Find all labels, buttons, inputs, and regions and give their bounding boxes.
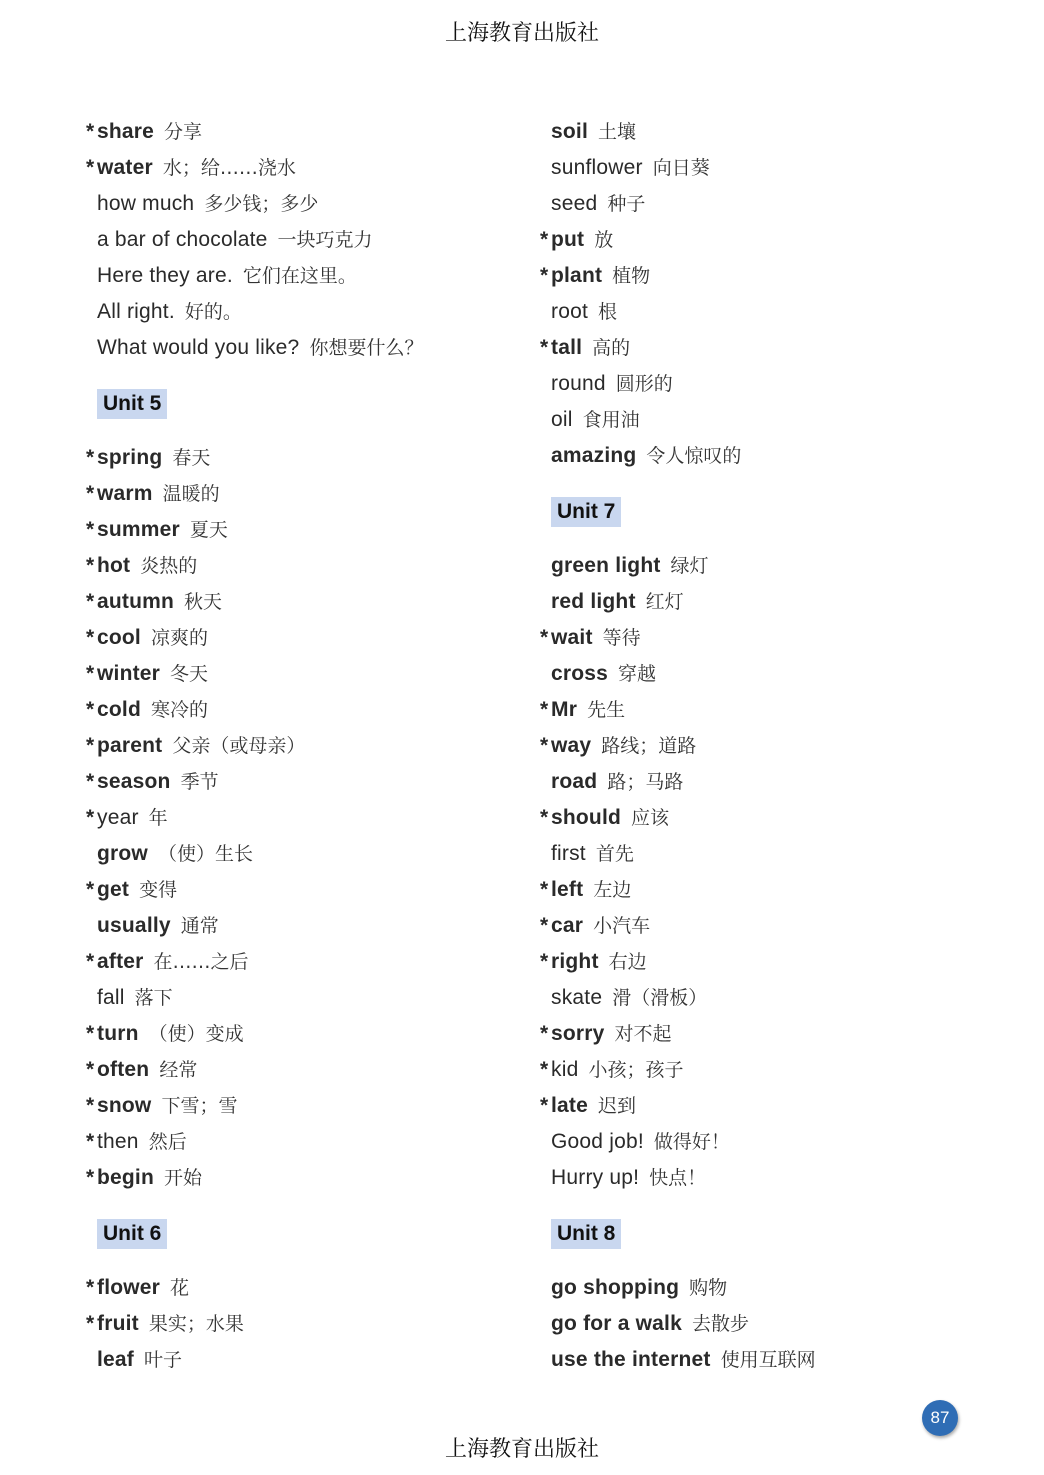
vocab-translation: 根 xyxy=(598,301,618,323)
vocab-translation: 落下 xyxy=(134,987,173,1009)
vocab-column-right xyxy=(540,114,980,1378)
vocab-entry xyxy=(540,908,980,944)
vocab-translation: 种子 xyxy=(607,193,646,215)
vocab-translation: 花 xyxy=(170,1277,190,1299)
vocab-translation: 小孩；孩子 xyxy=(588,1059,684,1081)
vocab-word: go shopping xyxy=(551,1276,680,1299)
vocab-translation: 小汽车 xyxy=(593,915,651,937)
vocab-entry xyxy=(540,1342,980,1378)
key-word-star-icon: * xyxy=(86,446,95,469)
vocab-translation: 左边 xyxy=(593,879,632,901)
vocab-entry xyxy=(86,836,526,872)
vocab-translation: 放 xyxy=(594,229,614,251)
key-word-star-icon: * xyxy=(86,1094,95,1117)
vocab-word: begin xyxy=(97,1166,154,1189)
vocab-translation: 你想要什么？ xyxy=(309,337,424,359)
vocab-entry xyxy=(86,1088,526,1124)
vocab-entry xyxy=(540,1016,980,1052)
vocab-entry xyxy=(540,764,980,800)
vocab-entry xyxy=(86,440,526,476)
vocab-word: left xyxy=(551,878,584,901)
vocab-entry xyxy=(540,944,980,980)
vocab-entry xyxy=(86,330,526,366)
key-word-star-icon: * xyxy=(86,1276,95,1299)
vocab-translation: 穿越 xyxy=(618,663,657,685)
vocab-translation: 首先 xyxy=(595,843,634,865)
vocab-translation: 炎热的 xyxy=(140,555,198,577)
vocab-translation: 高的 xyxy=(592,337,631,359)
vocab-word: What would you like? xyxy=(97,336,300,359)
key-word-star-icon: * xyxy=(540,626,549,649)
vocab-translation: 寒冷的 xyxy=(150,699,208,721)
unit-heading-label: Unit 5 xyxy=(97,389,167,419)
vocab-word: seed xyxy=(551,192,598,215)
vocab-entry xyxy=(86,1270,526,1306)
vocab-word: warm xyxy=(97,482,153,505)
vocab-translation: 快点！ xyxy=(649,1167,707,1189)
vocab-entry xyxy=(540,1052,980,1088)
vocab-translation: 它们在这里。 xyxy=(242,265,357,287)
vocab-word: use the internet xyxy=(551,1348,711,1371)
vocab-entry xyxy=(86,728,526,764)
vocab-entry xyxy=(540,402,980,438)
vocab-translation: 等待 xyxy=(602,627,641,649)
unit-heading xyxy=(86,386,526,422)
vocab-word: right xyxy=(551,950,599,973)
key-word-star-icon: * xyxy=(540,878,549,901)
vocab-entry xyxy=(540,692,980,728)
key-word-star-icon: * xyxy=(540,806,549,829)
vocab-entry xyxy=(86,944,526,980)
unit-heading-label: Unit 7 xyxy=(551,497,621,527)
vocab-word: get xyxy=(97,878,130,901)
vocab-word: flower xyxy=(97,1276,161,1299)
vocab-word: snow xyxy=(97,1094,152,1117)
vocab-translation: 右边 xyxy=(608,951,647,973)
vocab-word: how much xyxy=(97,192,195,215)
vocab-word: tall xyxy=(551,336,583,359)
vocab-word: year xyxy=(97,806,139,829)
key-word-star-icon: * xyxy=(540,914,549,937)
vocab-word: a bar of chocolate xyxy=(97,228,268,251)
vocab-entry xyxy=(86,872,526,908)
vocab-word: water xyxy=(97,156,153,179)
vocab-translation: 迟到 xyxy=(598,1095,637,1117)
unit-heading xyxy=(540,1216,980,1252)
vocab-translation: 对不起 xyxy=(614,1023,672,1045)
vocab-word: green light xyxy=(551,554,661,577)
vocab-translation: 水；给……浇水 xyxy=(162,157,296,179)
vocab-entry xyxy=(540,1160,980,1196)
vocab-entry xyxy=(86,1160,526,1196)
vocab-entry xyxy=(86,908,526,944)
vocab-translation: 春天 xyxy=(172,447,211,469)
vocab-word: often xyxy=(97,1058,150,1081)
vocab-translation: 使用互联网 xyxy=(720,1349,816,1371)
vocab-word: kid xyxy=(551,1058,579,1081)
vocab-entry xyxy=(540,366,980,402)
vocab-translation: 购物 xyxy=(689,1277,728,1299)
key-word-star-icon: * xyxy=(86,1058,95,1081)
key-word-star-icon: * xyxy=(540,1094,549,1117)
vocab-translation: 路；马路 xyxy=(607,771,684,793)
vocab-translation: 土壤 xyxy=(597,121,636,143)
key-word-star-icon: * xyxy=(540,734,549,757)
vocab-translation: 开始 xyxy=(164,1167,203,1189)
key-word-star-icon: * xyxy=(86,950,95,973)
vocab-entry xyxy=(86,800,526,836)
vocab-entry xyxy=(540,836,980,872)
key-word-star-icon: * xyxy=(86,806,95,829)
vocab-translation: 夏天 xyxy=(189,519,228,541)
vocab-translation: 凉爽的 xyxy=(150,627,208,649)
key-word-star-icon: * xyxy=(86,770,95,793)
vocab-translation: 在……之后 xyxy=(153,951,249,973)
vocab-entry xyxy=(86,980,526,1016)
vocab-entry xyxy=(86,114,526,150)
key-word-star-icon: * xyxy=(86,1166,95,1189)
vocab-translation: （使）变成 xyxy=(148,1023,244,1045)
vocab-entry xyxy=(540,584,980,620)
vocab-word: share xyxy=(97,120,155,143)
vocab-translation: 绿灯 xyxy=(670,555,709,577)
vocab-word: round xyxy=(551,372,606,395)
key-word-star-icon: * xyxy=(86,482,95,505)
vocab-entry xyxy=(86,222,526,258)
unit-heading-label: Unit 6 xyxy=(97,1219,167,1249)
vocab-entry xyxy=(540,1088,980,1124)
vocab-word: spring xyxy=(97,446,163,469)
unit-heading xyxy=(540,494,980,530)
key-word-star-icon: * xyxy=(86,734,95,757)
vocab-translation: 滑（滑板） xyxy=(612,987,708,1009)
vocab-entry xyxy=(540,114,980,150)
vocab-word: leaf xyxy=(97,1348,134,1371)
vocab-entry xyxy=(540,438,980,474)
vocab-word: car xyxy=(551,914,584,937)
vocab-translation: 令人惊叹的 xyxy=(646,445,742,467)
vocab-word: All right. xyxy=(97,300,175,323)
vocab-word: oil xyxy=(551,408,573,431)
vocab-entry xyxy=(86,1052,526,1088)
vocab-word: autumn xyxy=(97,590,175,613)
unit-heading-label: Unit 8 xyxy=(551,1219,621,1249)
vocab-entry xyxy=(540,258,980,294)
vocab-translation: （使）生长 xyxy=(157,843,253,865)
vocab-entry xyxy=(540,620,980,656)
vocab-entry xyxy=(540,330,980,366)
key-word-star-icon: * xyxy=(540,950,549,973)
key-word-star-icon: * xyxy=(86,554,95,577)
vocab-word: summer xyxy=(97,518,180,541)
key-word-star-icon: * xyxy=(86,590,95,613)
vocab-entry xyxy=(86,294,526,330)
vocab-entry xyxy=(86,656,526,692)
vocab-entry xyxy=(86,1342,526,1378)
vocab-translation: 季节 xyxy=(180,771,219,793)
vocab-word: road xyxy=(551,770,598,793)
vocab-word: plant xyxy=(551,264,603,287)
page-number-badge: 87 xyxy=(922,1400,958,1436)
publisher-footer: 上海教育出版社 xyxy=(444,1437,599,1462)
vocab-word: turn xyxy=(97,1022,139,1045)
vocab-entry xyxy=(86,692,526,728)
unit-heading xyxy=(86,1216,526,1252)
key-word-star-icon: * xyxy=(86,698,95,721)
vocab-entry xyxy=(86,1306,526,1342)
vocab-word: season xyxy=(97,770,171,793)
vocab-translation: 然后 xyxy=(148,1131,187,1153)
vocab-translation: 红灯 xyxy=(645,591,684,613)
key-word-star-icon: * xyxy=(86,626,95,649)
key-word-star-icon: * xyxy=(540,336,549,359)
vocab-entry xyxy=(540,294,980,330)
vocab-entry xyxy=(86,186,526,222)
vocab-word: fall xyxy=(97,986,125,1009)
vocab-translation: 食用油 xyxy=(582,409,640,431)
vocab-translation: 一块巧克力 xyxy=(277,229,373,251)
vocab-word: grow xyxy=(97,842,148,865)
vocab-translation: 叶子 xyxy=(144,1349,183,1371)
vocab-entry xyxy=(540,186,980,222)
key-word-star-icon: * xyxy=(86,878,95,901)
vocab-word: winter xyxy=(97,662,161,685)
key-word-star-icon: * xyxy=(86,120,95,143)
vocab-column-left xyxy=(86,114,526,1378)
vocab-word: sorry xyxy=(551,1022,605,1045)
vocab-entry xyxy=(540,800,980,836)
vocab-translation: 秋天 xyxy=(184,591,223,613)
vocab-translation: 变得 xyxy=(139,879,178,901)
vocab-translation: 植物 xyxy=(612,265,651,287)
vocab-translation: 好的。 xyxy=(184,301,242,323)
vocab-entry xyxy=(86,150,526,186)
vocab-entry xyxy=(86,620,526,656)
vocab-word: soil xyxy=(551,120,588,143)
vocab-word: cross xyxy=(551,662,609,685)
vocab-entry xyxy=(540,150,980,186)
vocab-word: Hurry up! xyxy=(551,1166,640,1189)
vocab-translation: 多少钱；多少 xyxy=(204,193,319,215)
key-word-star-icon: * xyxy=(86,1022,95,1045)
key-word-star-icon: * xyxy=(540,698,549,721)
vocab-word: skate xyxy=(551,986,603,1009)
vocab-entry xyxy=(86,1016,526,1052)
vocab-word: Mr xyxy=(551,698,578,721)
key-word-star-icon: * xyxy=(86,1312,95,1335)
vocab-word: Here they are. xyxy=(97,264,233,287)
vocab-entry xyxy=(86,584,526,620)
vocab-word: go for a walk xyxy=(551,1312,682,1335)
vocab-entry xyxy=(86,476,526,512)
vocab-entry xyxy=(86,512,526,548)
vocab-translation: 分享 xyxy=(164,121,203,143)
vocab-word: red light xyxy=(551,590,636,613)
vocab-translation: 经常 xyxy=(159,1059,198,1081)
vocab-word: then xyxy=(97,1130,139,1153)
vocab-word: sunflower xyxy=(551,156,643,179)
vocab-entry xyxy=(540,1270,980,1306)
vocab-translation: 冬天 xyxy=(170,663,209,685)
vocab-translation: 去散步 xyxy=(691,1313,749,1335)
vocab-translation: 下雪；雪 xyxy=(161,1095,238,1117)
vocab-word: cool xyxy=(97,626,141,649)
vocab-translation: 应该 xyxy=(631,807,670,829)
key-word-star-icon: * xyxy=(540,264,549,287)
publisher-header: 上海教育出版社 xyxy=(444,21,599,46)
vocab-word: usually xyxy=(97,914,171,937)
key-word-star-icon: * xyxy=(540,1022,549,1045)
vocab-translation: 路线；道路 xyxy=(601,735,697,757)
vocab-word: first xyxy=(551,842,586,865)
vocab-word: cold xyxy=(97,698,141,721)
vocab-word: should xyxy=(551,806,622,829)
vocab-word: hot xyxy=(97,554,131,577)
key-word-star-icon: * xyxy=(540,228,549,251)
key-word-star-icon: * xyxy=(86,1130,95,1153)
vocab-word: after xyxy=(97,950,144,973)
vocab-entry xyxy=(540,980,980,1016)
vocab-translation: 圆形的 xyxy=(615,373,673,395)
vocab-word: amazing xyxy=(551,444,637,467)
vocab-entry xyxy=(86,258,526,294)
vocab-word: Good job! xyxy=(551,1130,644,1153)
vocab-word: put xyxy=(551,228,585,251)
key-word-star-icon: * xyxy=(86,156,95,179)
vocab-translation: 温暖的 xyxy=(162,483,220,505)
vocab-entry xyxy=(540,728,980,764)
vocab-entry xyxy=(540,1306,980,1342)
vocab-word: root xyxy=(551,300,588,323)
vocab-word: way xyxy=(551,734,592,757)
vocab-word: wait xyxy=(551,626,593,649)
vocab-translation: 果实；水果 xyxy=(148,1313,244,1335)
key-word-star-icon: * xyxy=(540,1058,549,1081)
vocab-entry xyxy=(86,1124,526,1160)
vocab-translation: 先生 xyxy=(587,699,626,721)
vocab-entry xyxy=(540,548,980,584)
key-word-star-icon: * xyxy=(86,518,95,541)
vocab-entry xyxy=(86,548,526,584)
vocab-word: late xyxy=(551,1094,588,1117)
vocab-entry xyxy=(540,872,980,908)
vocab-entry xyxy=(86,764,526,800)
vocab-translation: 通常 xyxy=(180,915,219,937)
vocab-entry xyxy=(540,222,980,258)
vocab-translation: 做得好！ xyxy=(653,1131,730,1153)
vocab-word: fruit xyxy=(97,1312,139,1335)
vocab-translation: 父亲（或母亲） xyxy=(172,735,306,757)
vocab-translation: 年 xyxy=(148,807,168,829)
vocab-entry xyxy=(540,1124,980,1160)
vocab-entry xyxy=(540,656,980,692)
vocab-translation: 向日葵 xyxy=(652,157,710,179)
key-word-star-icon: * xyxy=(86,662,95,685)
vocab-word: parent xyxy=(97,734,163,757)
